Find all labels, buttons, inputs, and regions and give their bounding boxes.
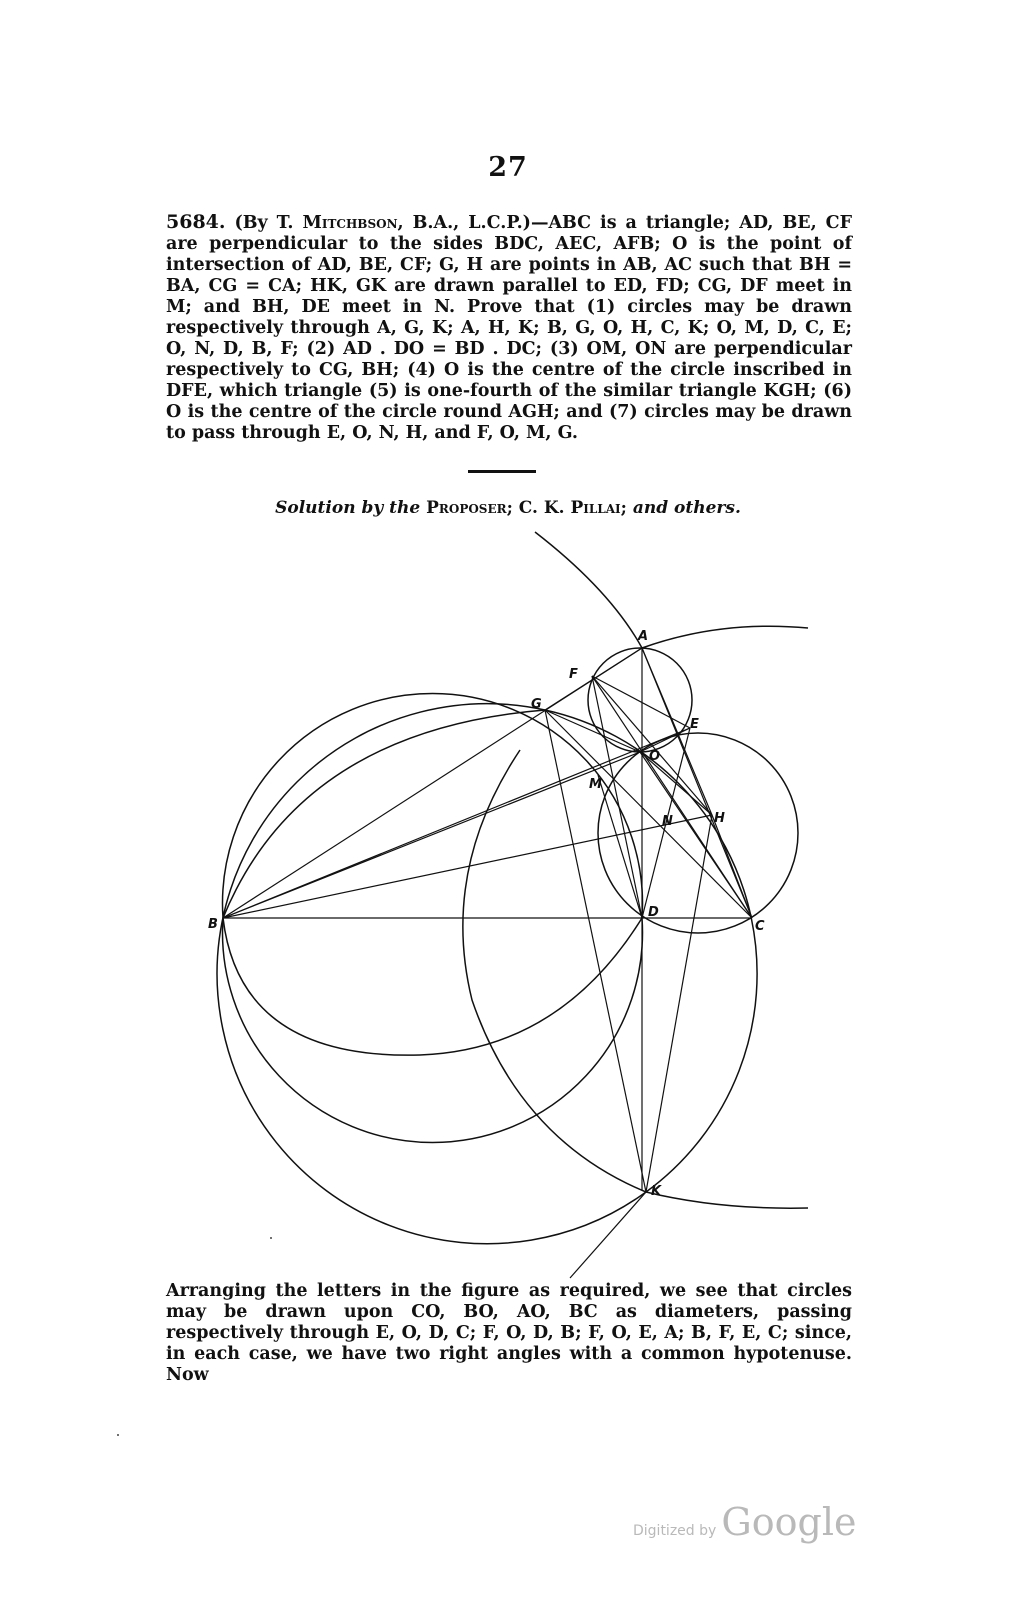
solution-heading bbox=[0, 498, 1016, 518]
problem-statement bbox=[166, 212, 852, 444]
problem-number: 5684. bbox=[166, 211, 226, 233]
scan-speck-2 bbox=[117, 1434, 119, 1436]
arc-upper-right bbox=[642, 626, 808, 648]
line-b-e bbox=[223, 728, 690, 918]
line-dk-to-bottom bbox=[570, 1192, 646, 1278]
problem-text: ABC is a triangle; AD, BE, CF are perpendicular to the sides BDC, AEC, AFB; O is the point of intersection of AD, BE, CF; G, H are points in AB, AC such that BH = BA, CG = CA; HK, GK are drawn parallel to ED, FD; CG, DF meet in M; and BH, DE meet in N. Prove that (1) circles may be drawn respectively through A, G, K; A, H, K; B, G, O, H, C, K; O, M, D, C, E; O, N, D, B, F; (2) AD . DO = BD . DC; (3) OM, ON are perpendicular respectively to CG, BH; (4) O is the centre of the circle inscribed in DFE, which triangle (5) is one-fourth of the similar triangle KGH; (6) O is the centre of the circle round AGH; and (7) circles may be drawn to pass through E, O, N, H, and F, O, M, G. bbox=[166, 213, 852, 443]
label-e: E bbox=[690, 717, 699, 732]
solution-sep-1: ; C. K. bbox=[506, 498, 571, 518]
section-divider bbox=[468, 470, 536, 473]
line-f-e bbox=[592, 676, 690, 728]
solution-text: Arranging the letters in the figure as required, we see that circles may be drawn upon CO, BO, AO, BC as diameters, passing respectively through E, O, D, C; F, O, D, B; F, O, E, A; B, F, E, C; since, in each case, we have two right angles with a common hypotenuse. Now bbox=[166, 1281, 852, 1385]
line-g-a bbox=[545, 648, 642, 710]
label-n: N bbox=[662, 814, 673, 829]
solution-proposer: Proposer bbox=[426, 498, 507, 518]
line-f-h bbox=[592, 676, 712, 815]
scan-speck-1 bbox=[270, 1237, 272, 1239]
solution-pillai: Pillai bbox=[570, 498, 621, 518]
label-a: A bbox=[638, 629, 649, 644]
label-h: H bbox=[714, 811, 725, 826]
label-o: O bbox=[649, 749, 661, 764]
label-d: D bbox=[648, 905, 659, 920]
arc-b-lower bbox=[223, 918, 642, 1055]
google-logo: Google bbox=[721, 1500, 857, 1544]
label-c: C bbox=[755, 919, 765, 934]
label-f: F bbox=[569, 667, 578, 682]
arc-through-a bbox=[535, 532, 642, 648]
line-a-h bbox=[642, 648, 712, 815]
line-g-o bbox=[545, 710, 640, 752]
arc-left-inner bbox=[463, 750, 646, 1192]
label-m: M bbox=[589, 777, 602, 792]
line-h-k bbox=[646, 815, 712, 1192]
solution-lead: Solution by the bbox=[275, 498, 421, 518]
label-g: G bbox=[531, 697, 542, 712]
label-k: K bbox=[651, 1184, 662, 1199]
problem-author-name: Mitchbson bbox=[302, 213, 398, 233]
problem-author-open: (By T. bbox=[225, 213, 303, 233]
solution-tail: and others. bbox=[632, 498, 741, 518]
geometry-figure bbox=[0, 520, 1016, 1280]
arc-lower-right bbox=[646, 1192, 808, 1208]
watermark-small: Digitized by bbox=[633, 1523, 717, 1539]
label-b: B bbox=[208, 917, 218, 932]
page-number: 27 bbox=[488, 152, 528, 183]
problem-author-rest: , B.A., L.C.P.)— bbox=[397, 213, 549, 233]
solution-sep-2: ; bbox=[620, 498, 633, 518]
line-f-d bbox=[592, 676, 642, 918]
digitized-watermark bbox=[633, 1500, 856, 1544]
